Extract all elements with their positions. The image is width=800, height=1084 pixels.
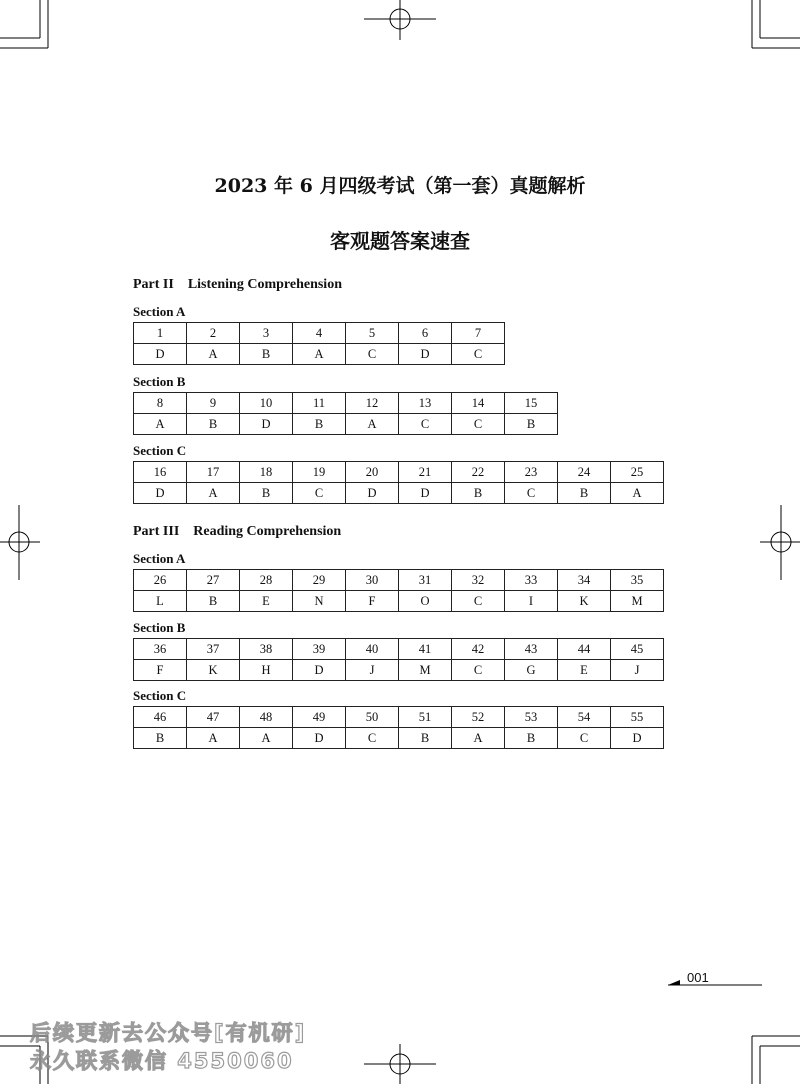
answer-cell: C (346, 344, 399, 365)
answer-cell: D (293, 728, 346, 749)
answer-row (134, 591, 664, 612)
answer-cell: D (399, 344, 452, 365)
answer-cell: D (346, 483, 399, 504)
answer-cell: K (187, 660, 240, 681)
answer-cell: N (293, 591, 346, 612)
question-number-cell: 28 (240, 570, 293, 591)
answer-cell: C (452, 591, 505, 612)
answer-cell: A (187, 344, 240, 365)
answer-cell: A (240, 728, 293, 749)
answer-cell: B (134, 728, 187, 749)
answer-table (133, 461, 664, 504)
answer-cell: B (240, 483, 293, 504)
question-number-cell: 37 (187, 639, 240, 660)
answer-cell: B (558, 483, 611, 504)
watermark-line-1: 后续更新去公众号[有机研] (30, 1021, 307, 1045)
part-heading-reading: Part III Reading Comprehension (133, 524, 342, 539)
question-number-cell: 2 (187, 323, 240, 344)
answer-cell: B (505, 414, 558, 435)
question-number-cell: 15 (505, 393, 558, 414)
question-number-cell: 22 (452, 462, 505, 483)
answer-cell: C (293, 483, 346, 504)
answer-cell: C (399, 414, 452, 435)
answer-cell: B (452, 483, 505, 504)
answer-cell: A (134, 414, 187, 435)
page-number-marker (668, 968, 762, 986)
page-number: 001 (687, 970, 709, 985)
question-number-row (134, 462, 664, 483)
answer-cell: G (505, 660, 558, 681)
question-number-cell: 53 (505, 707, 558, 728)
answer-cell: C (452, 660, 505, 681)
answer-cell: A (293, 344, 346, 365)
question-number-cell: 17 (187, 462, 240, 483)
question-number-cell: 12 (346, 393, 399, 414)
question-number-cell: 9 (187, 393, 240, 414)
answer-table (133, 569, 664, 612)
question-number-cell: 33 (505, 570, 558, 591)
section-heading: Section A (133, 304, 186, 319)
answer-cell: A (611, 483, 664, 504)
question-number-cell: 24 (558, 462, 611, 483)
answer-cell: B (240, 344, 293, 365)
question-number-cell: 3 (240, 323, 293, 344)
answer-row (134, 344, 505, 365)
question-number-cell: 26 (134, 570, 187, 591)
answer-cell: A (187, 483, 240, 504)
page-subtitle: 客观题答案速查 (330, 229, 470, 253)
question-number-cell: 44 (558, 639, 611, 660)
question-number-cell: 39 (293, 639, 346, 660)
question-number-row (134, 393, 558, 414)
section-heading: Section C (133, 443, 187, 458)
question-number-cell: 5 (346, 323, 399, 344)
question-number-cell: 14 (452, 393, 505, 414)
question-number-cell: 43 (505, 639, 558, 660)
question-number-cell: 27 (187, 570, 240, 591)
question-number-cell: 1 (134, 323, 187, 344)
answer-cell: A (346, 414, 399, 435)
answer-table (133, 392, 558, 435)
question-number-cell: 30 (346, 570, 399, 591)
answer-cell: D (611, 728, 664, 749)
answer-cell: D (134, 344, 187, 365)
answer-cell: K (558, 591, 611, 612)
answer-cell: F (134, 660, 187, 681)
question-number-cell: 31 (399, 570, 452, 591)
answer-table (133, 638, 664, 681)
answer-cell: E (240, 591, 293, 612)
question-number-cell: 25 (611, 462, 664, 483)
question-number-row (134, 323, 505, 344)
question-number-cell: 23 (505, 462, 558, 483)
question-number-cell: 41 (399, 639, 452, 660)
question-number-cell: 21 (399, 462, 452, 483)
answer-cell: C (558, 728, 611, 749)
answer-row (134, 728, 664, 749)
question-number-cell: 50 (346, 707, 399, 728)
question-number-cell: 38 (240, 639, 293, 660)
answer-cell: H (240, 660, 293, 681)
question-number-cell: 48 (240, 707, 293, 728)
question-number-cell: 42 (452, 639, 505, 660)
question-number-cell: 11 (293, 393, 346, 414)
question-number-cell: 13 (399, 393, 452, 414)
question-number-cell: 20 (346, 462, 399, 483)
question-number-cell: 7 (452, 323, 505, 344)
question-number-cell: 18 (240, 462, 293, 483)
answer-row (134, 414, 558, 435)
answer-cell: F (346, 591, 399, 612)
question-number-cell: 40 (346, 639, 399, 660)
answer-cell: A (187, 728, 240, 749)
answer-cell: C (346, 728, 399, 749)
section-heading: Section B (133, 620, 186, 635)
question-number-cell: 51 (399, 707, 452, 728)
answer-cell: B (187, 591, 240, 612)
answer-cell: D (399, 483, 452, 504)
answer-cell: D (134, 483, 187, 504)
question-number-cell: 16 (134, 462, 187, 483)
question-number-row (134, 707, 664, 728)
question-number-cell: 34 (558, 570, 611, 591)
question-number-cell: 29 (293, 570, 346, 591)
watermark-line-2: 永久联系微信 4550060 (30, 1049, 294, 1073)
question-number-cell: 54 (558, 707, 611, 728)
section-heading: Section C (133, 688, 187, 703)
answer-cell: M (611, 591, 664, 612)
answer-cell: A (452, 728, 505, 749)
section-heading: Section A (133, 551, 186, 566)
answer-cell: J (346, 660, 399, 681)
answer-cell: D (293, 660, 346, 681)
question-number-cell: 10 (240, 393, 293, 414)
question-number-cell: 49 (293, 707, 346, 728)
question-number-row (134, 639, 664, 660)
question-number-cell: 45 (611, 639, 664, 660)
answer-cell: B (187, 414, 240, 435)
answer-cell: M (399, 660, 452, 681)
answer-table (133, 706, 664, 749)
question-number-cell: 35 (611, 570, 664, 591)
question-number-cell: 8 (134, 393, 187, 414)
answer-cell: B (399, 728, 452, 749)
answer-table (133, 322, 505, 365)
answer-cell: O (399, 591, 452, 612)
question-number-cell: 46 (134, 707, 187, 728)
question-number-cell: 32 (452, 570, 505, 591)
page-title: 2023 年 6 月四级考试（第一套）真题解析 (214, 175, 586, 197)
answer-cell: J (611, 660, 664, 681)
answer-cell: I (505, 591, 558, 612)
answer-cell: L (134, 591, 187, 612)
answer-row (134, 483, 664, 504)
question-number-cell: 47 (187, 707, 240, 728)
part-heading-listening: Part II Listening Comprehension (133, 277, 342, 292)
question-number-cell: 36 (134, 639, 187, 660)
question-number-cell: 52 (452, 707, 505, 728)
question-number-cell: 19 (293, 462, 346, 483)
question-number-cell: 6 (399, 323, 452, 344)
answer-cell: C (452, 414, 505, 435)
answer-cell: B (293, 414, 346, 435)
question-number-row (134, 570, 664, 591)
question-number-cell: 4 (293, 323, 346, 344)
answer-cell: B (505, 728, 558, 749)
section-heading: Section B (133, 374, 186, 389)
answer-cell: D (240, 414, 293, 435)
question-number-cell: 55 (611, 707, 664, 728)
answer-row (134, 660, 664, 681)
answer-cell: C (452, 344, 505, 365)
answer-cell: E (558, 660, 611, 681)
answer-cell: C (505, 483, 558, 504)
